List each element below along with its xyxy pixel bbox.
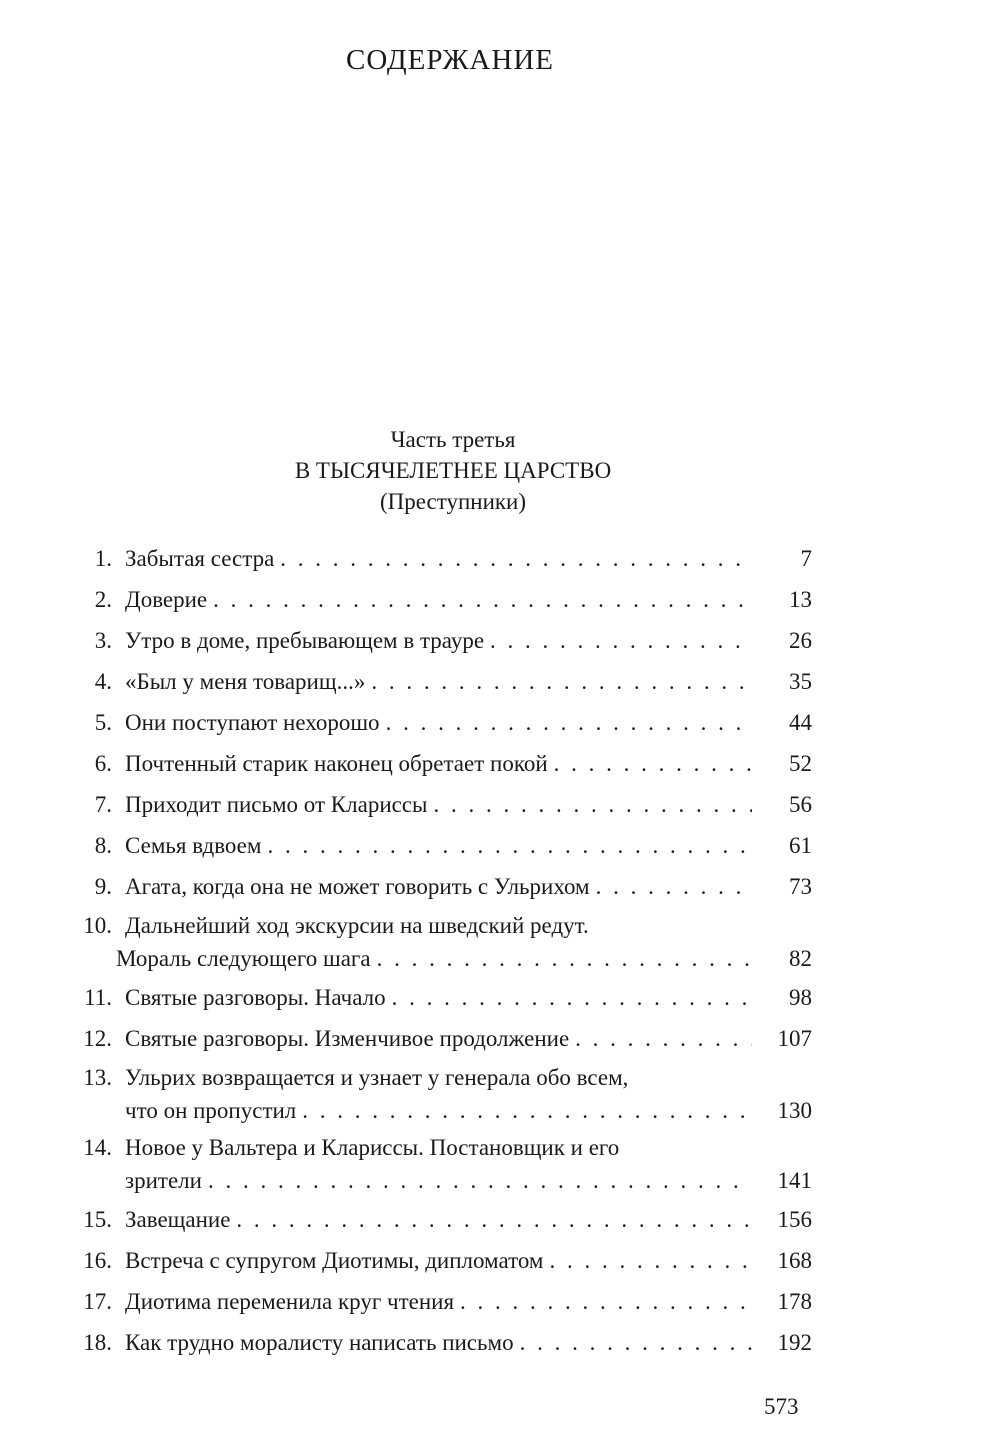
entry-title: Завещание bbox=[125, 1207, 231, 1232]
entry-page: 156 bbox=[777, 1207, 812, 1232]
entry-number: 3. bbox=[94, 628, 112, 653]
toc-entry-1[interactable] bbox=[70, 538, 812, 579]
dot-leader bbox=[520, 1322, 752, 1363]
entry-title: «Был у меня товарищ...» bbox=[125, 669, 366, 694]
entry-number: 14. bbox=[83, 1135, 112, 1160]
dot-leader bbox=[236, 1199, 752, 1240]
toc-entry-11[interactable] bbox=[70, 977, 812, 1018]
toc-entry-17[interactable] bbox=[70, 1281, 812, 1322]
dot-leader bbox=[575, 1018, 752, 1059]
toc-entry-3[interactable] bbox=[70, 620, 812, 661]
toc-entry-6[interactable] bbox=[70, 743, 812, 784]
entry-page: 130 bbox=[777, 1098, 812, 1123]
part-title: В ТЫСЯЧЕЛЕТНЕЕ ЦАРСТВО bbox=[294, 458, 612, 483]
entry-title: Забытая сестра bbox=[125, 546, 275, 571]
entry-title: Семья вдвоем bbox=[125, 833, 262, 858]
toc-entry-13[interactable] bbox=[70, 1063, 812, 1129]
entry-title-line2: Мораль следующего шага bbox=[116, 946, 371, 971]
toc-entry-16[interactable] bbox=[70, 1240, 812, 1281]
toc-entry-14[interactable] bbox=[70, 1133, 812, 1199]
entry-number: 12. bbox=[83, 1026, 112, 1051]
dot-leader bbox=[267, 825, 752, 866]
entry-number: 16. bbox=[83, 1248, 112, 1273]
entry-page: 98 bbox=[789, 985, 812, 1010]
entry-number: 7. bbox=[94, 792, 112, 817]
dot-leader bbox=[549, 1240, 752, 1281]
entry-number: 18. bbox=[83, 1330, 112, 1355]
entry-page: 141 bbox=[777, 1168, 812, 1193]
dot-leader bbox=[460, 1281, 752, 1322]
entry-number: 13. bbox=[83, 1065, 112, 1090]
dot-leader bbox=[377, 941, 752, 977]
entry-number: 10. bbox=[83, 913, 112, 938]
dot-leader bbox=[213, 579, 752, 620]
entry-number: 1. bbox=[94, 546, 112, 571]
toc-entry-4[interactable] bbox=[70, 661, 812, 702]
part-heading bbox=[0, 424, 906, 517]
entry-page: 73 bbox=[789, 874, 812, 899]
entry-page: 35 bbox=[789, 669, 812, 694]
entry-page: 107 bbox=[777, 1026, 812, 1051]
entry-title-line1: Новое у Вальтера и Клариссы. Постановщик и его bbox=[125, 1135, 620, 1160]
entry-title: Приходит письмо от Клариссы bbox=[125, 792, 428, 817]
entry-number: 2. bbox=[94, 587, 112, 612]
entry-title: Встреча с супругом Диотимы, дипломатом bbox=[125, 1248, 544, 1273]
entry-title: Как трудно моралисту написать письмо bbox=[125, 1330, 514, 1355]
toc-entry-12[interactable] bbox=[70, 1018, 812, 1059]
toc-entry-18[interactable] bbox=[70, 1322, 812, 1363]
dot-leader bbox=[490, 620, 752, 661]
dot-leader bbox=[434, 784, 752, 825]
entry-title: Святые разговоры. Начало bbox=[125, 985, 386, 1010]
part-subtitle: (Преступники) bbox=[379, 489, 527, 514]
entry-page: 82 bbox=[789, 946, 812, 971]
table-of-contents bbox=[70, 538, 812, 1363]
entry-page: 13 bbox=[789, 587, 812, 612]
entry-title: Почтенный старик наконец обретает покой bbox=[125, 751, 548, 776]
entry-title: Агата, когда она не может говорить с Ульрихом bbox=[125, 874, 590, 899]
dot-leader bbox=[280, 538, 752, 579]
entry-page: 192 bbox=[777, 1330, 812, 1355]
entry-title: Святые разговоры. Изменчивое продолжение bbox=[125, 1026, 570, 1051]
entry-page: 178 bbox=[777, 1289, 812, 1314]
entry-number: 11. bbox=[84, 985, 112, 1010]
entry-title-line1: Ульрих возвращается и узнает у генерала обо всем, bbox=[125, 1065, 629, 1090]
dot-leader bbox=[596, 866, 752, 907]
entry-number: 8. bbox=[94, 833, 112, 858]
toc-entry-9[interactable] bbox=[70, 866, 812, 907]
entry-title: Диотима переменила круг чтения bbox=[125, 1289, 455, 1314]
page-number: 573 bbox=[764, 1394, 799, 1419]
dot-leader bbox=[392, 977, 752, 1018]
entry-page: 168 bbox=[777, 1248, 812, 1273]
toc-entry-5[interactable] bbox=[70, 702, 812, 743]
dot-leader bbox=[208, 1163, 752, 1199]
entry-page: 52 bbox=[789, 751, 812, 776]
dot-leader bbox=[371, 661, 752, 702]
dot-leader bbox=[554, 743, 752, 784]
entry-number: 9. bbox=[94, 874, 112, 899]
toc-entry-2[interactable] bbox=[70, 579, 812, 620]
entry-title-line2: что он пропустил bbox=[125, 1098, 297, 1123]
entry-number: 6. bbox=[94, 751, 112, 776]
entry-page: 7 bbox=[800, 546, 812, 571]
entry-page: 61 bbox=[789, 833, 812, 858]
dot-leader bbox=[302, 1093, 752, 1129]
entry-page: 44 bbox=[789, 710, 812, 735]
toc-entry-7[interactable] bbox=[70, 784, 812, 825]
part-label: Часть третья bbox=[390, 427, 516, 452]
entry-title: Утро в доме, пребывающем в трауре bbox=[125, 628, 485, 653]
entry-number: 4. bbox=[94, 669, 112, 694]
dot-leader bbox=[386, 702, 752, 743]
entry-page: 26 bbox=[789, 628, 812, 653]
page-title: СОДЕРЖАНИЕ bbox=[346, 44, 554, 76]
entry-number: 5. bbox=[94, 710, 112, 735]
entry-number: 17. bbox=[83, 1289, 112, 1314]
entry-title-line2: зрители bbox=[125, 1168, 202, 1193]
entry-title: Они поступают нехорошо bbox=[125, 710, 380, 735]
toc-entry-10[interactable] bbox=[70, 911, 812, 977]
entry-title: Доверие bbox=[125, 587, 208, 612]
entry-page: 56 bbox=[789, 792, 812, 817]
entry-number: 15. bbox=[83, 1207, 112, 1232]
toc-entry-8[interactable] bbox=[70, 825, 812, 866]
entry-title-line1: Дальнейший ход экскурсии на шведский редут. bbox=[125, 913, 589, 938]
toc-entry-15[interactable] bbox=[70, 1199, 812, 1240]
